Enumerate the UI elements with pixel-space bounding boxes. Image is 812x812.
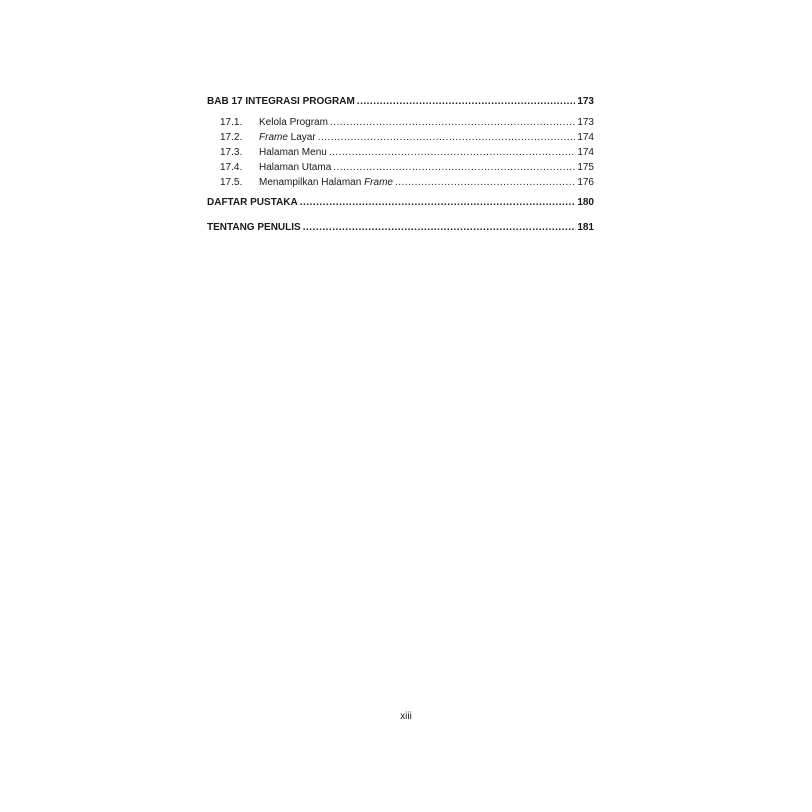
toc-chapter-17-title: BAB 17 INTEGRASI PROGRAM — [207, 96, 355, 107]
section-number: 17.1. — [220, 117, 243, 128]
section-title: Halaman Utama — [259, 162, 332, 173]
toc-chapter-17[interactable] — [207, 94, 594, 110]
toc-tentang-penulis-page: 181 — [577, 222, 594, 233]
toc-section-17-1[interactable] — [207, 115, 594, 130]
toc-chapter-17-page: 173 — [577, 96, 594, 107]
toc-tentang-penulis[interactable] — [207, 220, 594, 236]
section-page: 176 — [577, 177, 594, 188]
section-page: 173 — [577, 117, 594, 128]
page-number: xiii — [400, 711, 412, 722]
section-title: Frame Layar — [259, 132, 316, 143]
section-number: 17.3. — [220, 147, 243, 158]
dot-leader — [333, 160, 575, 175]
toc-section-17-2[interactable] — [207, 130, 594, 145]
toc-daftar-pustaka-page: 180 — [577, 197, 594, 208]
section-number: 17.2. — [220, 132, 243, 143]
section-title: Kelola Program — [259, 117, 328, 128]
dot-leader — [357, 94, 576, 110]
dot-leader — [303, 220, 576, 236]
dot-leader — [300, 195, 576, 211]
dot-leader — [318, 130, 576, 145]
toc-daftar-pustaka-title: DAFTAR PUSTAKA — [207, 197, 298, 208]
table-of-contents — [207, 94, 594, 236]
toc-section-17-4[interactable] — [207, 160, 594, 175]
section-page: 174 — [577, 147, 594, 158]
section-number: 17.5. — [220, 177, 243, 188]
toc-daftar-pustaka[interactable] — [207, 195, 594, 211]
toc-section-17-5[interactable] — [207, 175, 594, 190]
section-title: Menampilkan Halaman Frame — [259, 177, 393, 188]
toc-tentang-penulis-title: TENTANG PENULIS — [207, 222, 301, 233]
section-page: 175 — [577, 162, 594, 173]
toc-chapter-17-sections — [207, 115, 594, 190]
dot-leader — [395, 175, 575, 190]
dot-leader — [330, 115, 575, 130]
section-title: Halaman Menu — [259, 147, 327, 158]
dot-leader — [329, 145, 576, 160]
section-page: 174 — [577, 132, 594, 143]
toc-section-17-3[interactable] — [207, 145, 594, 160]
section-number: 17.4. — [220, 162, 243, 173]
